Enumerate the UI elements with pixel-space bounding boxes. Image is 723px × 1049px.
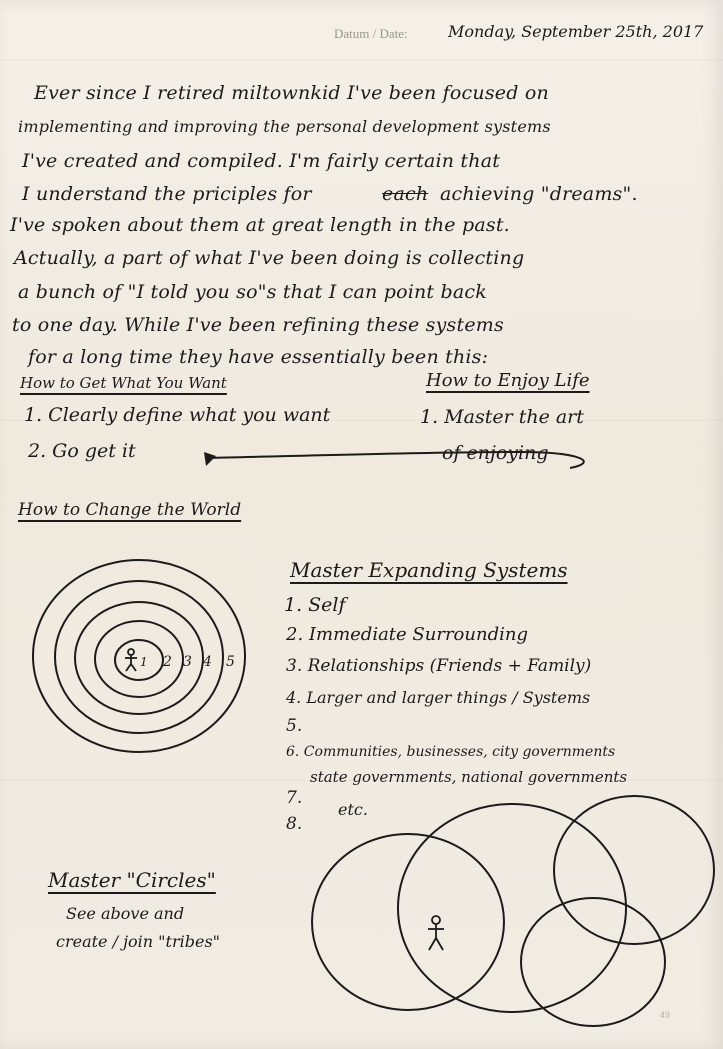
- crossed-out-word: each: [382, 183, 429, 205]
- enjoy-life-line: 1. Master the art: [420, 406, 584, 428]
- ring-label: 4: [203, 654, 212, 670]
- expanding-item: 6. Communities, businesses, city governments: [286, 744, 616, 760]
- paragraph-line: achieving "dreams".: [440, 183, 638, 205]
- get-want-heading: How to Get What You Want: [20, 374, 227, 392]
- paragraph-line: for a long time they have essentially been this:: [28, 346, 489, 368]
- enjoy-life-line: of enjoying: [442, 442, 549, 464]
- paragraph-line: I've created and compiled. I'm fairly certain that: [22, 150, 501, 172]
- paragraph-line: implementing and improving the personal development systems: [18, 117, 551, 136]
- date-value: Monday, September 25th, 2017: [448, 22, 704, 41]
- expanding-item: 1. Self: [284, 594, 346, 616]
- paragraph-line: Ever since I retired miltownkid I've been focused on: [34, 82, 549, 104]
- ring-label: 2: [163, 654, 172, 670]
- ring-label: 5: [226, 654, 235, 670]
- expanding-item: etc.: [338, 800, 368, 819]
- expanding-item: 7.: [286, 788, 303, 808]
- paragraph-line: Actually, a part of what I've been doing is collecting: [14, 247, 525, 269]
- expanding-item: state governments, national governments: [310, 768, 628, 786]
- tribe-circle: [554, 796, 714, 944]
- arrow-line: [206, 452, 584, 468]
- get-want-step: 1. Clearly define what you want: [24, 404, 331, 426]
- enjoy-life-heading: How to Enjoy Life: [426, 370, 590, 391]
- circles-line: create / join "tribes": [56, 932, 221, 951]
- stick-figure-icon: [125, 649, 137, 671]
- circles-line: See above and: [66, 904, 185, 923]
- paragraph-line: I've spoken about them at great length in the past.: [10, 214, 510, 236]
- page-number: 49: [660, 1010, 671, 1020]
- ring-label: 3: [183, 654, 192, 670]
- expanding-item: 3. Relationships (Friends + Family): [286, 656, 592, 676]
- get-want-step: 2. Go get it: [28, 440, 136, 462]
- expanding-item: 4. Larger and larger things / Systems: [286, 688, 591, 707]
- circles-heading: Master "Circles": [48, 868, 216, 892]
- paragraph-line: a bunch of "I told you so"s that I can point back: [18, 281, 487, 303]
- change-world-heading: How to Change the World: [18, 500, 242, 520]
- expanding-item: 8.: [286, 814, 303, 834]
- expanding-item: 2. Immediate Surrounding: [286, 624, 528, 645]
- paragraph-line: I understand the priciples for: [22, 183, 312, 205]
- tribe-circle: [312, 834, 504, 1010]
- expanding-item: 5.: [286, 716, 303, 736]
- date-label: Datum / Date:: [334, 26, 408, 41]
- tribe-circle: [398, 804, 626, 1012]
- paragraph-line: to one day. While I've been refining these systems: [12, 314, 504, 336]
- ring-1: [115, 640, 163, 680]
- tribe-circle: [521, 898, 665, 1026]
- ring-4: [55, 581, 223, 733]
- heart-arrowhead-icon: [204, 452, 216, 466]
- ring-label: 1: [140, 655, 148, 669]
- ring-5: [33, 560, 245, 752]
- stick-figure-icon: [428, 916, 444, 950]
- expanding-heading: Master Expanding Systems: [290, 558, 568, 582]
